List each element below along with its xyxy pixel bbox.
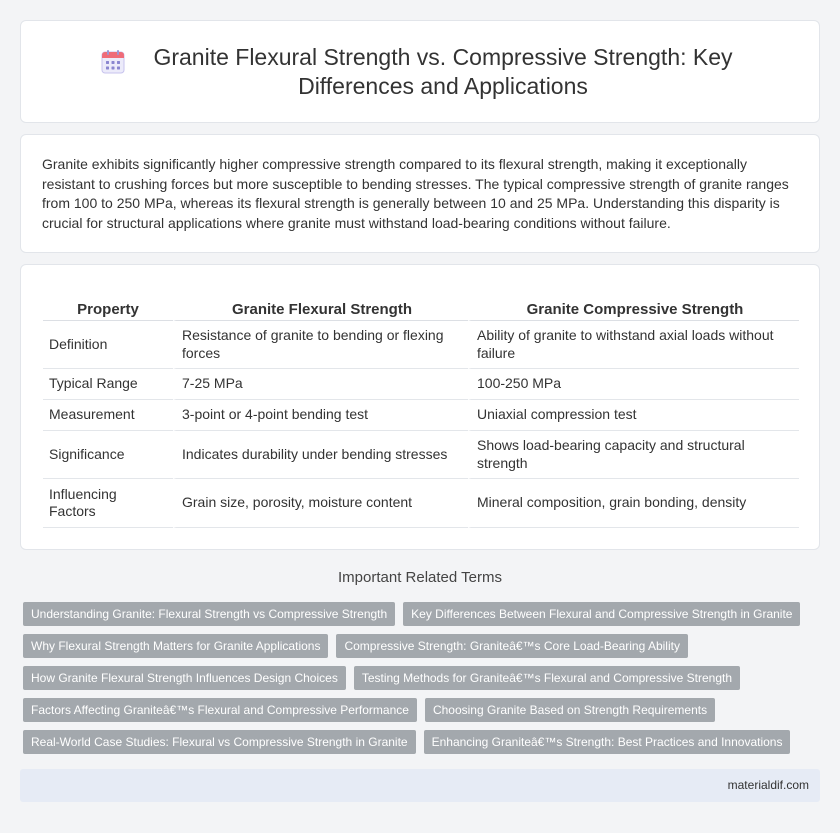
related-term-tag[interactable]: Real-World Case Studies: Flexural vs Compressive Strength in Granite: [23, 730, 416, 754]
column-header-flexural: Granite Flexural Strength: [173, 294, 468, 321]
table-cell: Grain size, porosity, moisture content: [173, 479, 468, 528]
title-card: [20, 20, 820, 123]
comparison-table-card: [20, 264, 820, 550]
table-row: [43, 479, 799, 528]
table-cell: Shows load-bearing capacity and structural strength: [468, 431, 799, 479]
intro-card: [20, 134, 820, 253]
table-cell: Definition: [43, 321, 173, 369]
related-term-tag[interactable]: Enhancing Graniteâ€™s Strength: Best Practices and Innovations: [424, 730, 791, 754]
page-title: Granite Flexural Strength vs. Compressive Strength: Key Differences and Applications: [153, 43, 733, 99]
intro-paragraph: Granite exhibits significantly higher compressive strength compared to its flexural strength, making it exceptionally resistant to crushing forces but more susceptible to bending stresses. The typical compressive strength of granite ranges from 100 to 250 MPa, whereas its flexural strength is generally between 10 and 25 MPa. Understanding this disparity is crucial for structural applications where granite must withstand load-bearing conditions without failure.: [42, 156, 789, 231]
table-cell: 100-250 MPa: [468, 369, 799, 400]
table-cell: Mineral composition, grain bonding, density: [468, 479, 799, 528]
table-cell: 7-25 MPa: [173, 369, 468, 400]
table-cell: Resistance of granite to bending or flexing forces: [173, 321, 468, 369]
comparison-table: [43, 294, 799, 528]
column-header-property: Property: [43, 294, 173, 321]
table-row: [43, 400, 799, 431]
related-term-tag[interactable]: Compressive Strength: Graniteâ€™s Core Load-Bearing Ability: [336, 634, 688, 658]
table-header-row: [43, 294, 799, 321]
related-terms-heading: Important Related Terms: [338, 569, 502, 586]
related-term-tag[interactable]: Understanding Granite: Flexural Strength vs Compressive Strength: [23, 602, 395, 626]
table-cell: Typical Range: [43, 369, 173, 400]
table-cell: Influencing Factors: [43, 479, 173, 528]
table-cell: Significance: [43, 431, 173, 479]
table-row: [43, 321, 799, 369]
column-header-compressive: Granite Compressive Strength: [468, 294, 799, 321]
related-term-tag[interactable]: Key Differences Between Flexural and Compressive Strength in Granite: [403, 602, 800, 626]
table-cell: Uniaxial compression test: [468, 400, 799, 431]
table-cell: 3-point or 4-point bending test: [173, 400, 468, 431]
calendar-icon: [100, 49, 126, 75]
table-row: [43, 369, 799, 400]
footer: [20, 769, 820, 802]
table-cell: Indicates durability under bending stresses: [173, 431, 468, 479]
related-term-tag[interactable]: Factors Affecting Graniteâ€™s Flexural and Compressive Performance: [23, 698, 417, 722]
table-cell: Ability of granite to withstand axial loads without failure: [468, 321, 799, 369]
related-terms-tags: [23, 602, 813, 762]
related-term-tag[interactable]: How Granite Flexural Strength Influences Design Choices: [23, 666, 346, 690]
related-term-tag[interactable]: Choosing Granite Based on Strength Requirements: [425, 698, 715, 722]
footer-site-link[interactable]: materialdif.com: [727, 778, 809, 792]
table-cell: Measurement: [43, 400, 173, 431]
related-term-tag[interactable]: Testing Methods for Graniteâ€™s Flexural and Compressive Strength: [354, 666, 740, 690]
table-row: [43, 431, 799, 479]
related-term-tag[interactable]: Why Flexural Strength Matters for Granite Applications: [23, 634, 328, 658]
